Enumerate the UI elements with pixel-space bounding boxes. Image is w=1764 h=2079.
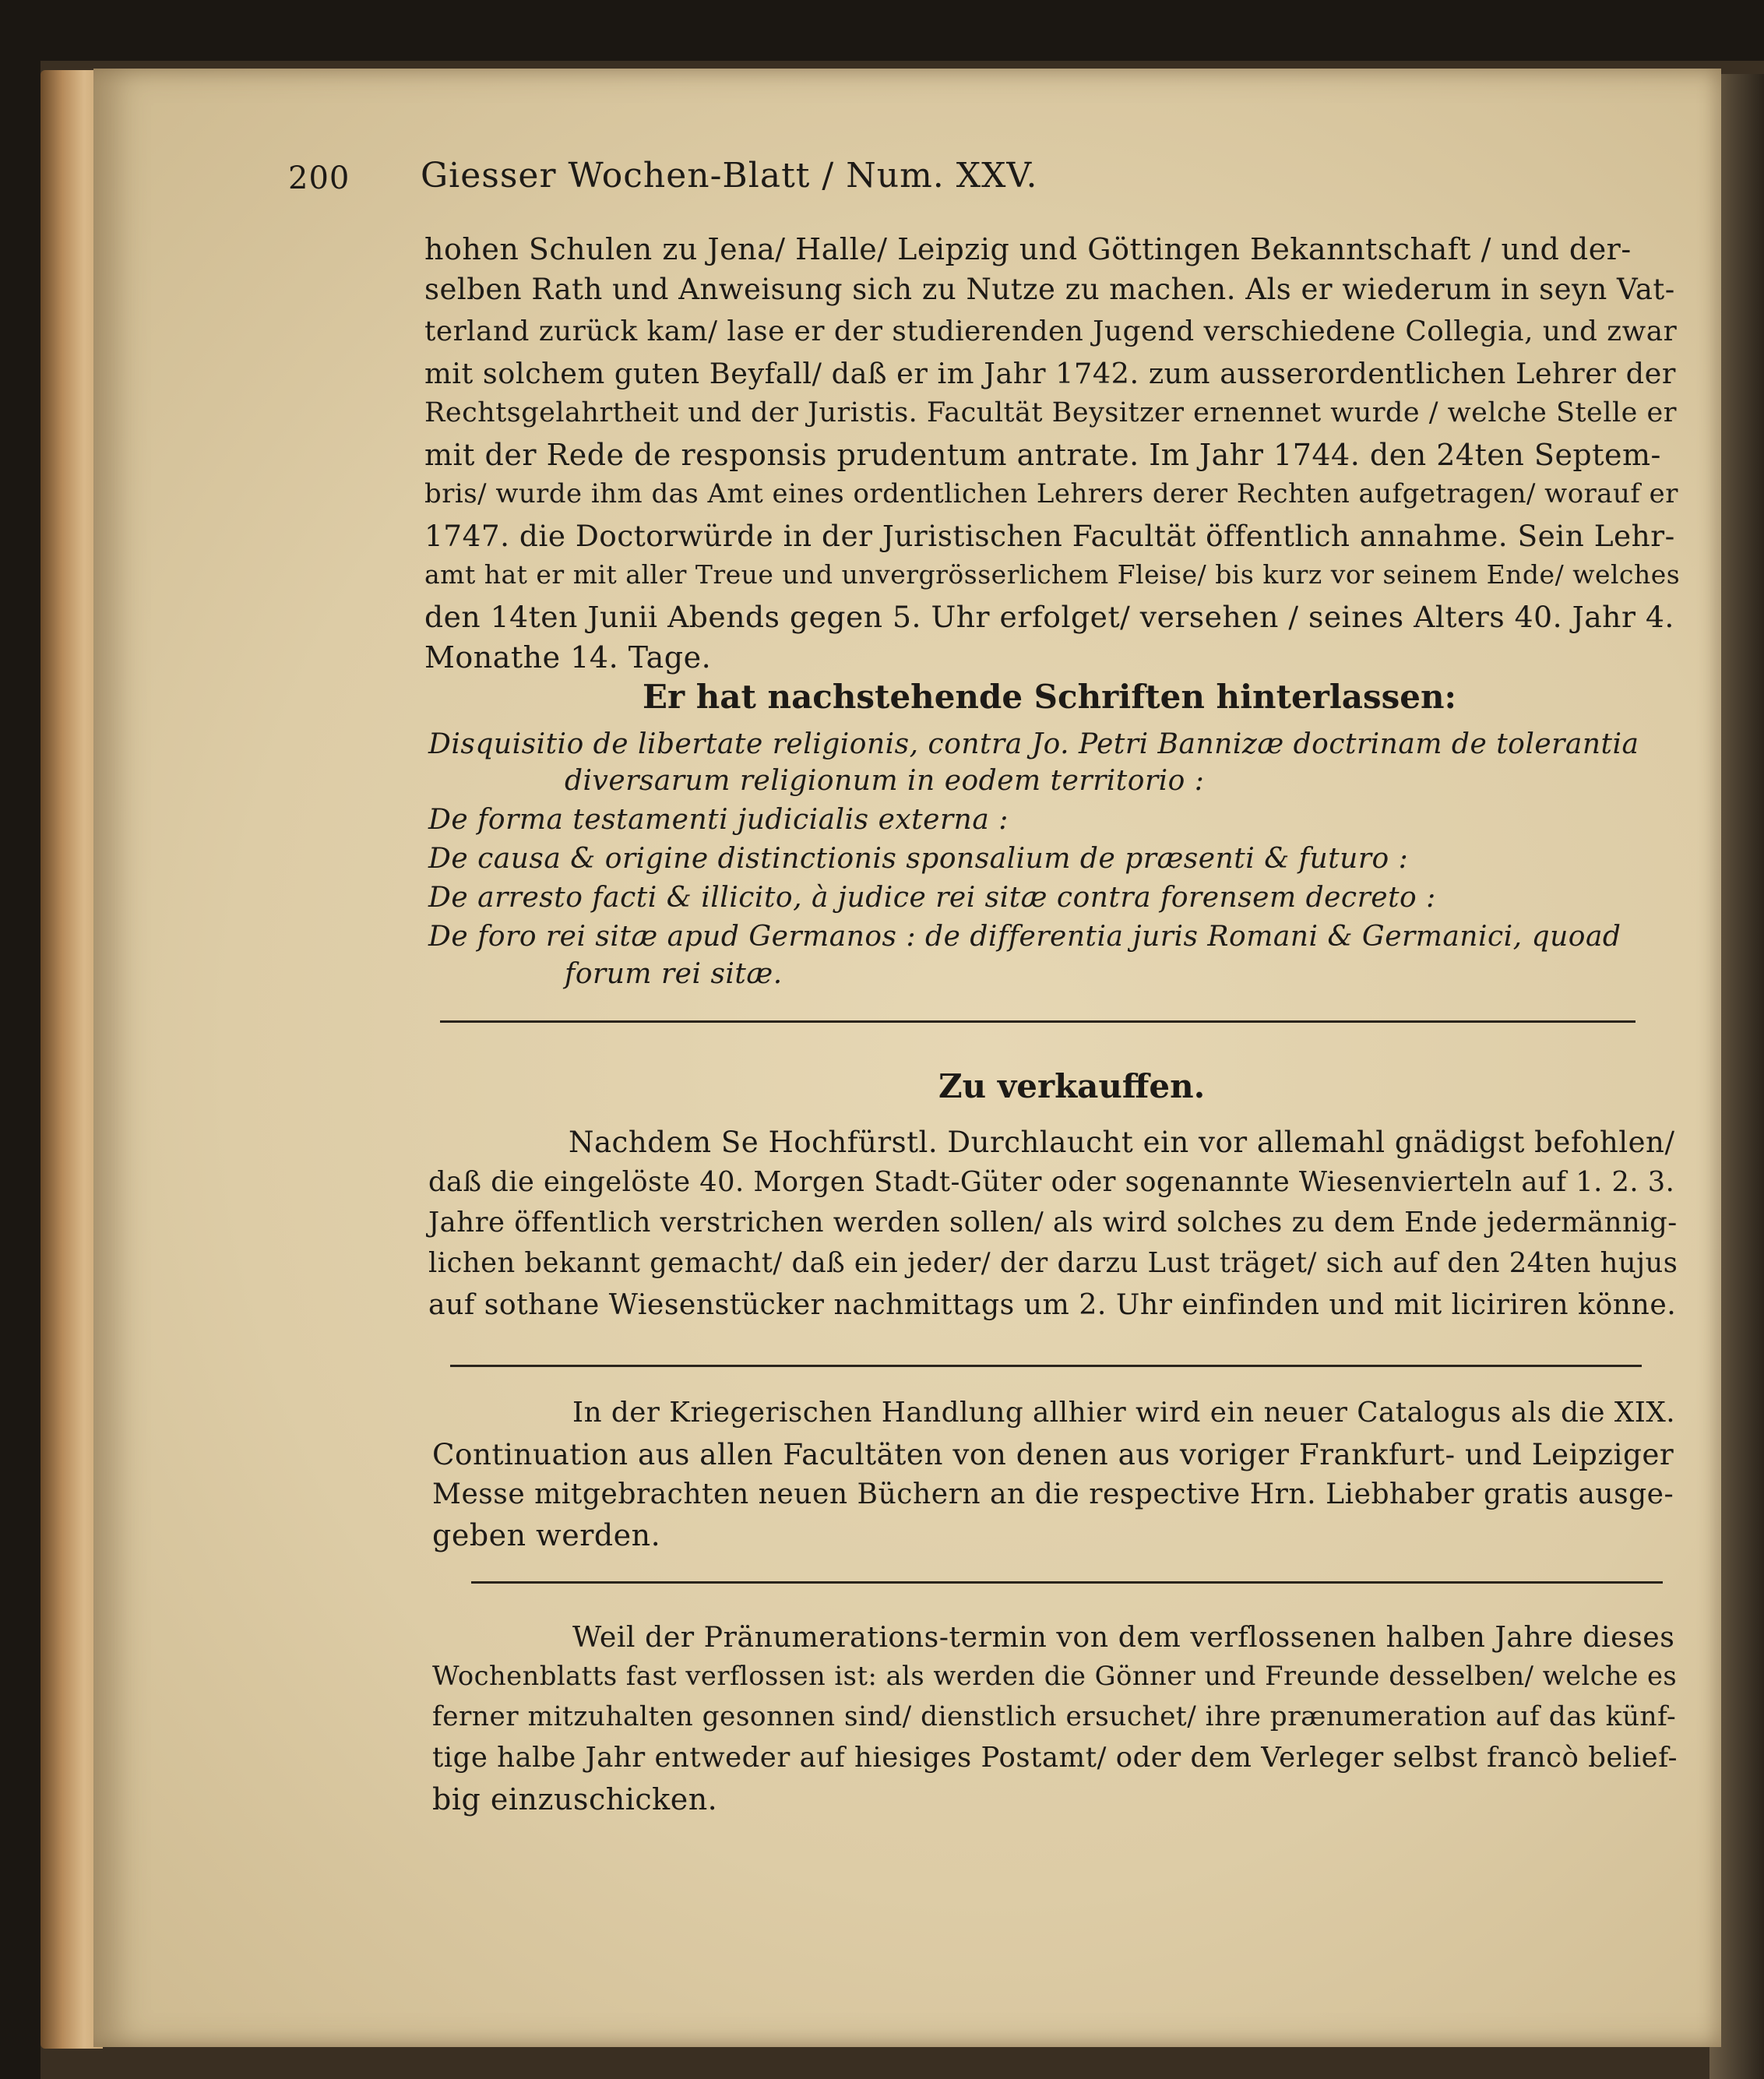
text-line: Weil der Pränumerations-termin von dem verflossenen halben Jahre dieses [572, 1620, 1675, 1654]
text-line: Jahre öffentlich verstrichen werden sollen/ als wird solches zu dem Ende jedermännig- [428, 1207, 1678, 1239]
text-line: ferner mitzuhalten gesonnen sind/ dienstlich ersuchet/ ihre prænumeration auf das künf- [432, 1701, 1677, 1732]
section-divider [471, 1581, 1663, 1584]
text-line: den 14ten Junii Abends gegen 5. Uhr erfolget/ versehen / seines Alters 40. Jahr 4. [424, 600, 1674, 634]
text-line: tige halbe Jahr entweder auf hiesiges Postamt/ oder dem Verleger selbst francò belief- [432, 1742, 1678, 1774]
section-divider [450, 1365, 1642, 1367]
work-item: De arresto facti & illicito, à judice rei sitæ contra forensem decreto : [428, 882, 1436, 914]
text-line: Continuation aus allen Facultäten von denen aus voriger Frankfurt- und Leipziger [432, 1437, 1674, 1471]
text-line: big einzuschicken. [432, 1782, 718, 1816]
section-divider [440, 1020, 1635, 1023]
text-line: Messe mitgebrachten neuen Büchern an die respective Hrn. Liebhaber gratis ausge- [432, 1478, 1674, 1510]
text-line: hohen Schulen zu Jena/ Halle/ Leipzig und Göttingen Bekanntschaft / und der- [424, 232, 1632, 266]
text-line: amt hat er mit aller Treue und unvergrösserlichem Fleise/ bis kurz vor seinem Ende/ welches [424, 559, 1681, 590]
work-item: De forma testamenti judicialis externa : [428, 804, 1009, 836]
text-line: terland zurück kam/ lase er der studierenden Jugend verschiedene Collegia, und zwar [424, 315, 1678, 347]
work-item: Disquisitio de libertate religionis, contra Jo. Petri Bannizæ doctrinam de tolerantia [428, 728, 1639, 760]
text-line: mit der Rede de responsis prudentum antrate. Im Jahr 1744. den 24ten Septem- [424, 438, 1661, 472]
text-line: 1747. die Doctorwürde in der Juristischen Facultät öffentlich annahme. Sein Lehr- [424, 519, 1675, 553]
work-item-continuation: diversarum religionum in eodem territorio : [565, 765, 1205, 797]
text-line: Rechtsgelahrtheit und der Juristis. Facultät Beysitzer ernennet wurde / welche Stelle er [424, 397, 1677, 428]
work-item: De foro rei sitæ apud Germanos : de differentia juris Romani & Germanici, quoad [428, 921, 1621, 953]
work-item: De causa & origine distinctionis sponsalium de præsenti & futuro : [428, 843, 1409, 875]
text-line: Wochenblatts fast verflossen ist: als werden die Gönner und Freunde desselben/ welche es [432, 1661, 1678, 1691]
text-line: In der Kriegerischen Handlung allhier wird ein neuer Catalogus als die XIX. [572, 1397, 1676, 1429]
works-heading: Er hat nachstehende Schriften hinterlassen: [643, 678, 1457, 716]
text-line: geben werden. [432, 1518, 661, 1552]
text-line: lichen bekannt gemacht/ daß ein jeder/ der darzu Lust träget/ sich auf den 24ten hujus [428, 1247, 1678, 1279]
text-line: mit solchem guten Beyfall/ daß er im Jahr 1742. zum ausserordentlichen Lehrer der [424, 357, 1676, 390]
sale-heading: Zu verkauffen. [938, 1067, 1206, 1105]
text-line: Nachdem Se Hochfürstl. Durchlaucht ein vor allemahl gnädigst befohlen/ [569, 1126, 1675, 1159]
text-line: Monathe 14. Tage. [424, 640, 712, 675]
text-line: daß die eingelöste 40. Morgen Stadt-Güter oder sogenannte Wiesenvierteln auf 1. 2. 3. [428, 1166, 1675, 1198]
page-number: 200 [288, 160, 350, 196]
text-line: bris/ wurde ihm das Amt eines ordentlichen Lehrers derer Rechten aufgetragen/ worauf er [424, 478, 1678, 509]
text-line: selben Rath und Anweisung sich zu Nutze zu machen. Als er wiederum in seyn Vat- [424, 273, 1675, 306]
text-line: auf sothane Wiesenstücker nachmittags um 2. Uhr einfinden und mit liciriren könne. [428, 1288, 1677, 1321]
running-header [288, 156, 1038, 196]
header-title: Giesser Wochen-Blatt / Num. XXV. [421, 156, 1038, 196]
work-item-continuation: forum rei sitæ. [565, 958, 783, 990]
